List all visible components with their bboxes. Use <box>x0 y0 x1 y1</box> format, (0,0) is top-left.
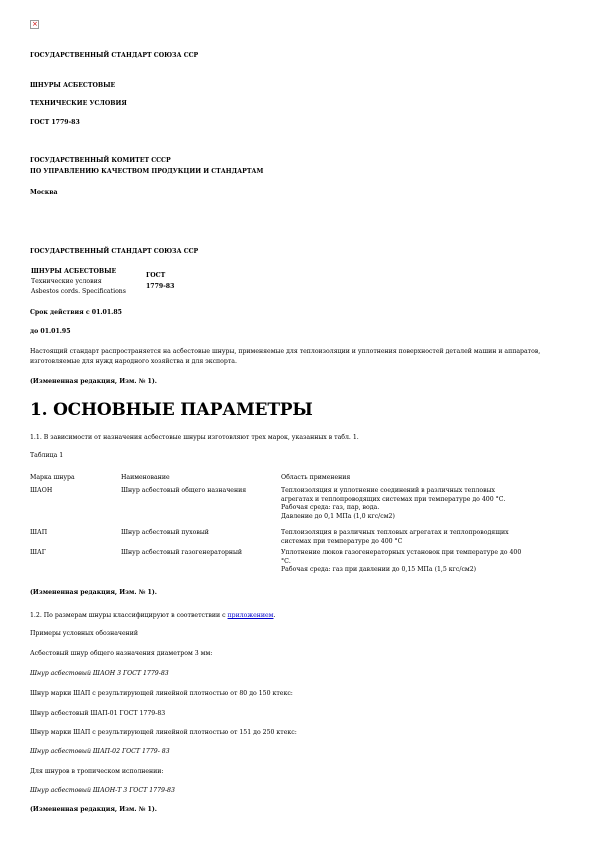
table-cell-use-line: системах при температуре до 400 °С <box>281 537 403 545</box>
table-cell-use-line: Уплотнение люков газогенераторных установок при температуре до 400 <box>281 549 522 556</box>
table-header-name: Наименование <box>121 474 170 481</box>
example-2-intro: Шнур марки ШАП с результирующей линейной плотностью от 80 до 150 ктекс: <box>30 690 293 697</box>
table-caption: Таблица 1 <box>30 452 64 459</box>
paragraph-1-2-prefix: 1.2. По размерам шнуры классифицируют в соответствии с <box>30 612 228 619</box>
table-cell-mark: ШАП <box>30 529 48 536</box>
title-block-gost-code: 1779-83 <box>146 283 175 290</box>
amendment-note-2: (Измененная редакция, Изм. № 1). <box>30 589 157 596</box>
example-3-intro: Шнур марки ШАП с результирующей линейной плотностью от 151 до 250 ктекс: <box>30 729 297 736</box>
appendix-link[interactable]: приложением <box>227 612 274 619</box>
header-gov-standard: ГОСУДАРСТВЕННЫЙ СТАНДАРТ СОЮЗА ССР <box>30 52 199 59</box>
table-cell-name: Шнур асбестовый пуховый <box>121 529 209 536</box>
header-gost-number: ГОСТ 1779-83 <box>30 119 80 126</box>
validity-from: Срок действия с 01.01.85 <box>30 309 122 316</box>
header-tech-conditions: ТЕХНИЧЕСКИЕ УСЛОВИЯ <box>30 100 127 107</box>
example-1-intro: Асбестовый шнур общего назначения диаметром 3 мм: <box>30 650 213 657</box>
table-cell-use <box>281 487 505 521</box>
example-3: Шнур асбестовый ШАП-02 ГОСТ 1779- 83 <box>30 748 170 755</box>
table-header-use: Область применения <box>281 474 351 481</box>
example-2: Шнур асбестовый ШАП-01 ГОСТ 1779-83 <box>30 710 166 717</box>
paragraph-1-1: 1.1. В зависимости от назначения асбестовые шнуры изготовляют трех марок, указанных в табл. 1. <box>30 434 359 441</box>
table-cell-mark: ШАГ <box>30 549 46 556</box>
table-cell-use-line: Теплоизоляция в различных тепловых агрегатах и теплопроводящих <box>281 529 509 536</box>
section-title: 1. ОСНОВНЫЕ ПАРАМЕТРЫ <box>30 400 313 420</box>
title-block-gost-label: ГОСТ <box>146 272 166 279</box>
table-cell-use <box>281 529 509 546</box>
table-cell-use-line: Рабочая среда: газ при давлении до 0,15 МПа (1,5 кгс/см2) <box>281 566 477 573</box>
table-cell-name: Шнур асбестовый газогенераторный <box>121 549 243 556</box>
table-cell-use-line: Давление до 0,1 МПа (1,0 кгс/см2) <box>281 512 395 520</box>
table-cell-use-line: °С. <box>281 557 291 565</box>
paragraph-1-2 <box>30 612 275 619</box>
header-product-title: ШНУРЫ АСБЕСТОВЫЕ <box>30 82 116 89</box>
title-block-name-en: Asbestos cords. Specifications <box>31 288 126 295</box>
example-4: Шнур асбестовый ШАОН-Т 3 ГОСТ 1779-83 <box>30 787 175 794</box>
broken-image-icon: × <box>32 20 38 28</box>
header-city: Москва <box>30 189 58 196</box>
amendment-note-1: (Измененная редакция, Изм. № 1). <box>30 378 157 385</box>
table-cell-use-line: агрегатах и теплопроводящих системах при температуре до 400 °С. <box>281 495 506 503</box>
example-4-intro: Для шнуров в тропическом исполнении: <box>30 768 164 775</box>
example-1: Шнур асбестовый ШАОН 3 ГОСТ 1779-83 <box>30 670 169 677</box>
table-cell-use-line: Рабочая среда: газ, пар, вода. <box>281 504 380 511</box>
table-cell-mark: ШАОН <box>30 487 53 494</box>
table-header-mark: Марка шнура <box>30 474 75 481</box>
title-block-gov-standard: ГОСУДАРСТВЕННЫЙ СТАНДАРТ СОЮЗА ССР <box>30 248 199 255</box>
examples-title: Примеры условных обозначений <box>30 630 139 637</box>
header-committee-line2: ПО УПРАВЛЕНИЮ КАЧЕСТВОМ ПРОДУКЦИИ И СТАНДАРТАМ <box>30 168 264 175</box>
table-cell-use <box>281 549 521 575</box>
intro-paragraph: Настоящий стандарт распространяется на асбестовые шнуры, применяемые для теплоизоляции и уплотнения поверхностей деталей машин и аппаратов, изготовляемые для нужд народного хозяйства и для экспорта. <box>30 348 541 365</box>
title-block-name-ru: ШНУРЫ АСБЕСТОВЫЕ <box>31 268 117 275</box>
validity-to: до 01.01.95 <box>30 328 71 335</box>
paragraph-1-2-suffix: . <box>273 612 276 619</box>
header-committee-line1: ГОСУДАРСТВЕННЫЙ КОМИТЕТ СССР <box>30 157 171 164</box>
table-cell-use-line: Теплоизоляция и уплотнение соединений в различных тепловых <box>281 487 495 494</box>
title-block-conditions-ru: Технические условия <box>31 278 102 285</box>
amendment-note-3: (Измененная редакция, Изм. № 1). <box>30 806 157 813</box>
table-cell-name: Шнур асбестовый общего назначения <box>121 487 247 494</box>
